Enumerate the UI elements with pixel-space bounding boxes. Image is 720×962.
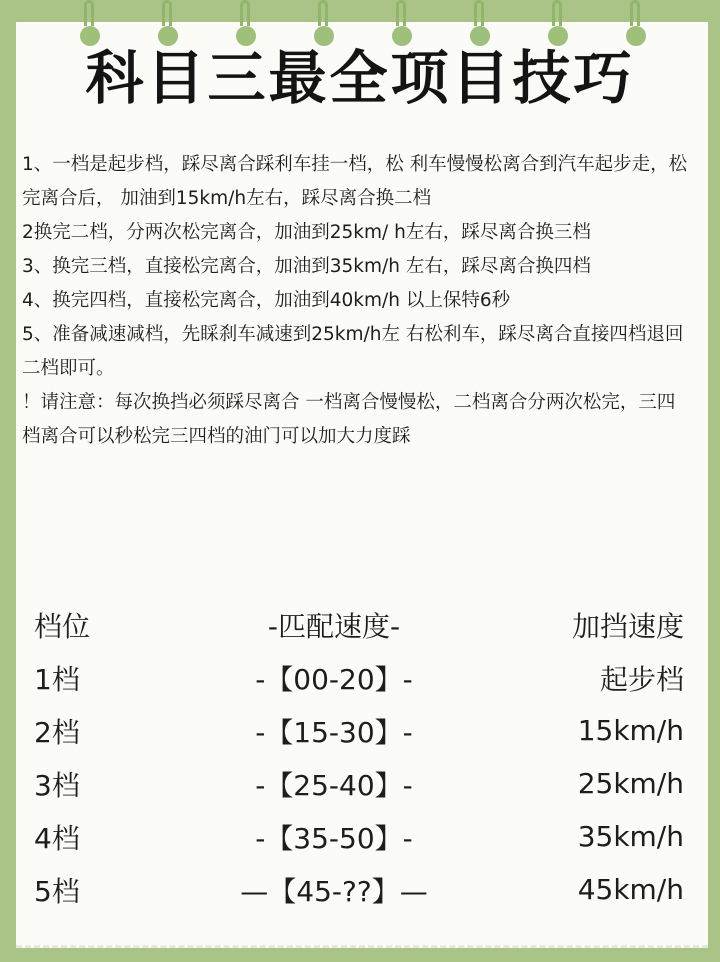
range-cell: —【45-??】— [240, 874, 428, 908]
table-row [34, 704, 684, 757]
header-shift: 加挡速度 [571, 609, 684, 643]
page-title: 科目三最全项目技巧 [85, 44, 635, 112]
table-row [34, 651, 684, 704]
rule-item: 1、一档是起步档，踩尽离合踩利车挂一档，松 利车慢慢松离合到汽车起步走，松完离合后， 加油到15km/h左右，踩尽离合换二档 [22, 154, 688, 209]
rule-notice: ！请注意：每次换挡必须踩尽离合 一档离合慢慢松，二档离合分两次松完，三四 档离合可以秒松完三四档的油门可以加大力度踩 [22, 392, 676, 447]
header-range: -匹配速度- [267, 609, 401, 643]
binder-ring-icon [314, 0, 338, 46]
binder-ring-icon [80, 0, 104, 46]
range-cell: -【15-30】- [255, 715, 413, 749]
shift-cell: 15km/h [577, 714, 684, 747]
range-cell: -【00-20】- [255, 662, 413, 696]
range-cell: -【25-40】- [255, 768, 413, 802]
shift-cell: 45km/h [577, 873, 684, 906]
gear-cell: 3档 [34, 768, 80, 802]
binder-ring-icon [392, 0, 416, 46]
rules-list [22, 148, 698, 454]
gear-cell: 5档 [34, 874, 80, 908]
rule-item: 5、准备减速减档，先睬刹车减速到25km/h左 右松利车，踩尽离合直接四档退回二档即可。 [22, 324, 684, 379]
binder-ring-icon [236, 0, 260, 46]
table-header-row [34, 598, 684, 651]
binder-ring-icon [626, 0, 650, 46]
range-cell: -【35-50】- [255, 821, 413, 855]
gear-speed-table [34, 598, 684, 916]
shift-cell: 35km/h [577, 820, 684, 853]
shift-cell: 25km/h [577, 767, 684, 800]
table-row [34, 810, 684, 863]
table-row [34, 757, 684, 810]
gear-cell: 4档 [34, 821, 80, 855]
rule-item: 4、换完四档，直接松完离合，加油到40km/h 以上保特6秒 [22, 290, 511, 311]
binder-ring-icon [158, 0, 182, 46]
gear-cell: 2档 [34, 715, 80, 749]
header-gear: 档位 [34, 609, 91, 643]
binder-ring-icon [548, 0, 572, 46]
shift-cell: 起步档 [599, 662, 684, 696]
gear-cell: 1档 [34, 662, 80, 696]
binder-ring-icon [470, 0, 494, 46]
rule-item: 2换完二档，分两次松完离合，加油到25km/ h左右，踩尽离合换三档 [22, 222, 591, 243]
table-row [34, 863, 684, 916]
rule-item: 3、换完三档，直接松完离合，加油到35km/h 左右，踩尽离合换四档 [22, 256, 591, 277]
